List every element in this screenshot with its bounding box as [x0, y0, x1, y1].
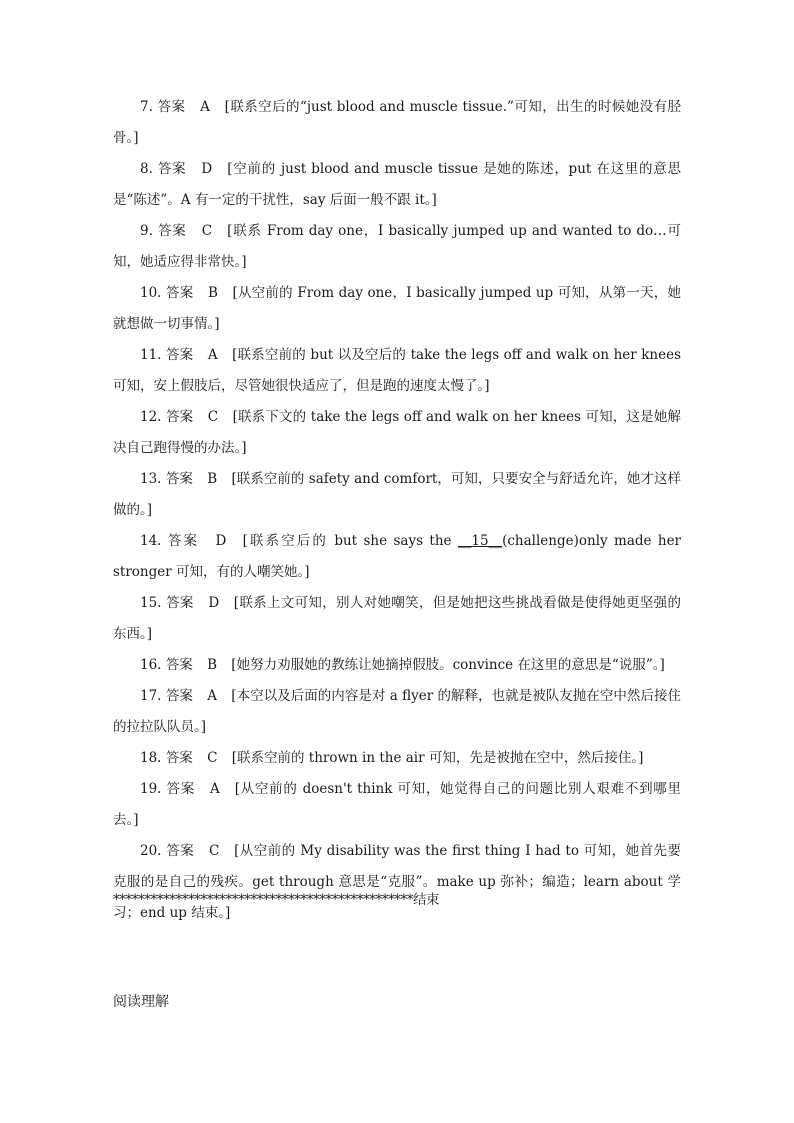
- answer-item-8: [113, 154, 681, 216]
- answer-explanation-start: [联系空后的 but she says the: [242, 533, 458, 549]
- answer-number: 13.: [140, 471, 162, 487]
- answer-explanation: [联系空后的“just blood and muscle tissue.”可知，出生的时候她没有胫骨。]: [113, 99, 681, 146]
- answer-item-19: [113, 774, 681, 836]
- answer-explanation: [联系 From day one，I basically jumped up and wanted to do…可知，她适应得非常快。]: [113, 223, 681, 270]
- end-divider: ************************************************结束: [113, 892, 439, 908]
- answer-label: 答案: [166, 843, 195, 859]
- answer-explanation: [联系上文可知，别人对她嘲笑，但是她把这些挑战看做是使得她更坚强的东西。]: [113, 595, 681, 642]
- answer-number: 17.: [140, 688, 162, 704]
- answer-choice: D: [201, 161, 213, 177]
- answer-choice: A: [209, 781, 220, 797]
- answer-item-18: [113, 743, 681, 774]
- answer-explanation: [她努力劝服她的教练让她摘掉假肢。convince 在这里的意思是“说服”。]: [231, 657, 665, 673]
- answer-number: 8.: [140, 161, 153, 177]
- answer-item-10: [113, 278, 681, 340]
- answer-number: 18.: [140, 750, 162, 766]
- answer-number: 12.: [140, 409, 162, 425]
- answer-label: 答案: [157, 99, 186, 115]
- answer-explanation-end: (challenge)only made her stronger 可知，有的人嘲笑她。]: [113, 533, 682, 580]
- answer-label: 答案: [167, 533, 200, 549]
- answer-number: 10.: [140, 285, 162, 301]
- answer-item-17: [113, 681, 681, 743]
- answer-choice: A: [200, 99, 210, 115]
- answer-explanation: [从空前的 From day one，I basically jumped up 可知，从第一天，她就想做一切事情。]: [113, 285, 682, 332]
- answer-explanation: [联系空前的 safety and comfort，可知，只要安全与舒适允许，她才这样做的。]: [113, 471, 681, 518]
- answer-label: 答案: [165, 409, 194, 425]
- answer-number: 11.: [140, 347, 162, 363]
- answer-choice: D: [208, 595, 220, 611]
- answer-number: 14.: [140, 533, 162, 549]
- answer-item-11: [113, 340, 681, 402]
- answer-choice: D: [215, 533, 227, 549]
- answer-explanation: [从空前的 doesn't think 可知，她觉得自己的问题比别人艰难不到哪里去。]: [113, 781, 682, 828]
- answer-explanation: [联系空前的 thrown in the air 可知，先是被抛在空中，然后接住。]: [231, 750, 644, 766]
- answer-choice: B: [207, 657, 217, 673]
- answer-item-13: [113, 464, 681, 526]
- answer-choice: C: [207, 750, 218, 766]
- answer-label: 答案: [166, 781, 195, 797]
- answer-number: 16.: [140, 657, 162, 673]
- answer-label: 答案: [165, 657, 193, 673]
- answer-label: 答案: [166, 285, 194, 301]
- answer-item-16: [113, 650, 681, 681]
- answer-list: [113, 92, 681, 929]
- answer-item-20: [113, 836, 681, 929]
- answer-number: 20.: [140, 843, 162, 859]
- answer-number: 15.: [140, 595, 162, 611]
- answer-choice: A: [207, 347, 218, 363]
- answer-number: 19.: [140, 781, 162, 797]
- answer-choice: C: [201, 223, 213, 239]
- answer-explanation: [联系下文的 take the legs off and walk on her knees 可知，这是她解决自己跑得慢的办法。]: [113, 409, 682, 456]
- answer-label: 答案: [165, 750, 193, 766]
- answer-label: 答案: [165, 471, 193, 487]
- answer-explanation: [本空以及后面的内容是对 a flyer 的解释，也就是被队友抛在空中然后接住的拉拉队队员。]: [113, 688, 682, 735]
- answer-choice: B: [207, 471, 218, 487]
- answer-label: 答案: [165, 347, 194, 363]
- answer-choice: C: [208, 843, 220, 859]
- answer-item-9: [113, 216, 681, 278]
- answer-label: 答案: [157, 223, 187, 239]
- answer-item-12: [113, 402, 681, 464]
- answer-item-14: [113, 526, 681, 588]
- section-title: 阅读理解: [113, 994, 169, 1010]
- answer-explanation: [从空前的 My disability was the first thing I had to 可知，她首先要克服的是自己的残疾。get through 意思是“克服”。make up 弥补；编造；learn about 学习；end up 结束。]: [113, 843, 682, 921]
- answer-choice: A: [207, 688, 217, 704]
- answer-label: 答案: [166, 595, 194, 611]
- answer-item-7: [113, 92, 681, 154]
- answer-item-15: [113, 588, 681, 650]
- answer-label: 答案: [165, 688, 193, 704]
- answer-explanation: [空前的 just blood and muscle tissue 是她的陈述，put 在这里的意思是“陈述”。A 有一定的干扰性，say 后面一般不跟 it。]: [113, 161, 682, 208]
- answer-number: 9.: [140, 223, 153, 239]
- answer-number: 7.: [140, 99, 153, 115]
- answer-explanation: [联系空前的 but 以及空后的 take the legs off and walk on her knees 可知，安上假肢后，尽管她很快适应了，但是跑的速度太慢了。]: [113, 347, 681, 394]
- answer-label: 答案: [157, 161, 187, 177]
- answer-choice: C: [207, 409, 219, 425]
- blank-number: __15__: [457, 533, 503, 549]
- answer-choice: B: [208, 285, 218, 301]
